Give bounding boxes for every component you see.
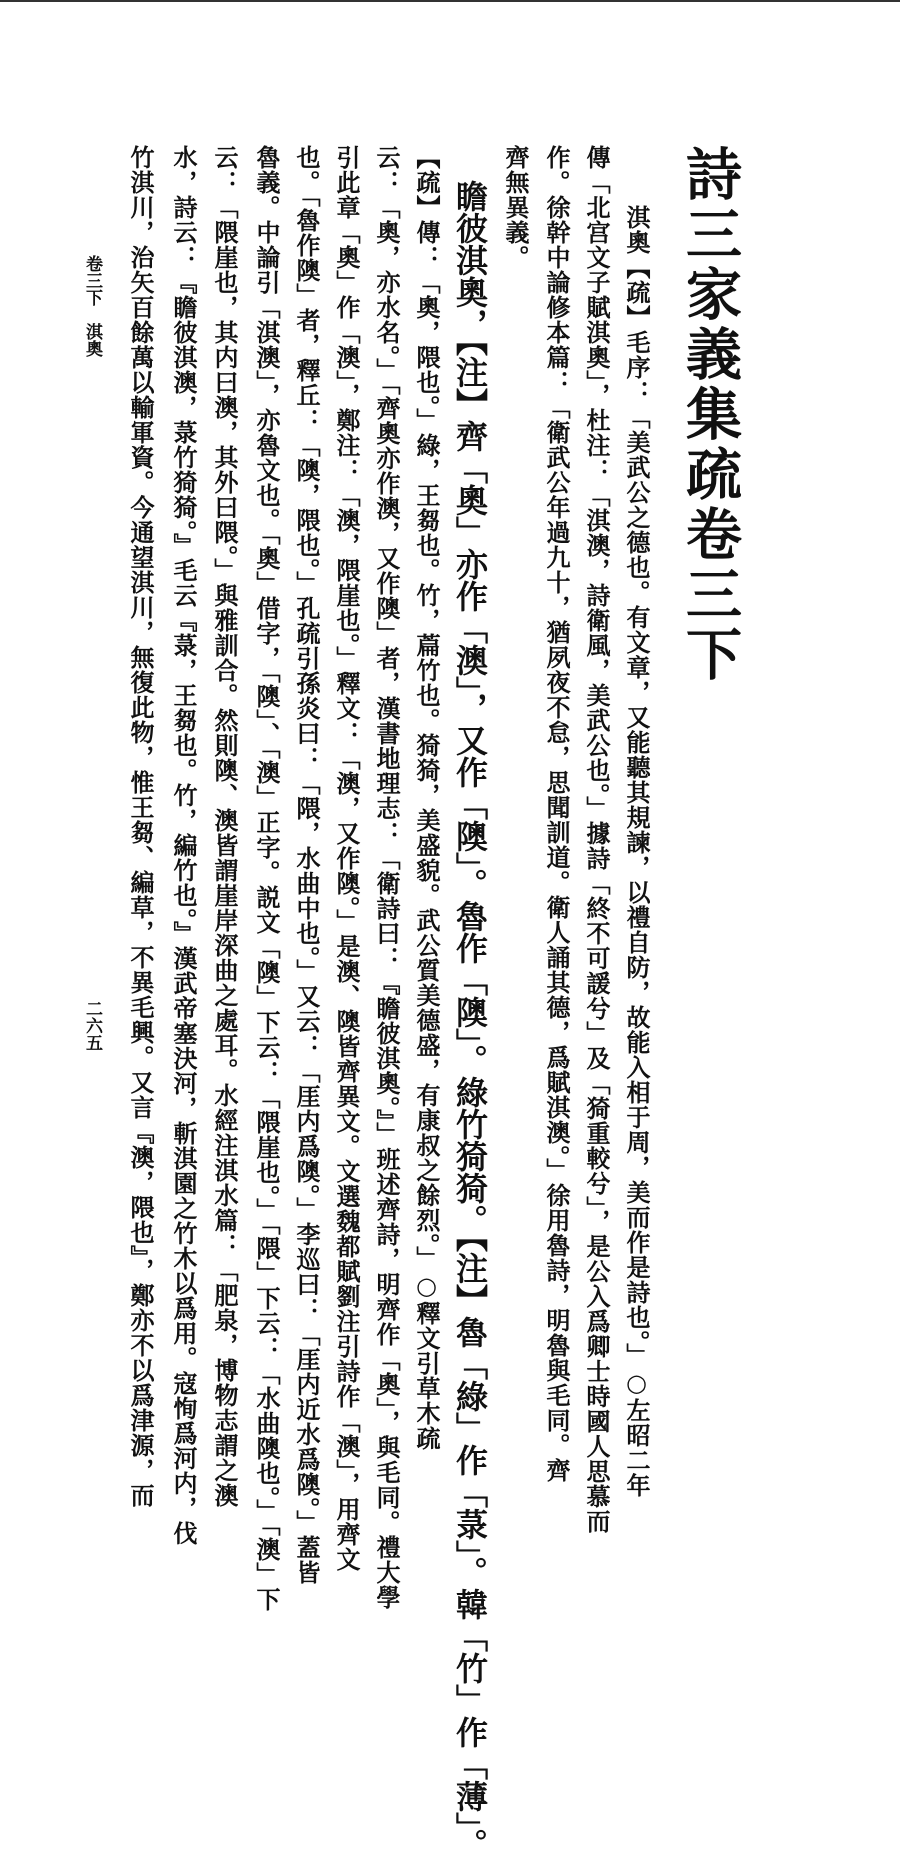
- text-column-1: 淇奧【疏】毛序：「美武公之德也。有文章，又能聽其規諫，以禮自防，故能入相于周，美而作是詩也。」○左昭二年: [622, 205, 651, 1498]
- text-column-6: 【疏】傳：「奧，隈也。」綠，王芻也。竹，萹竹也。猗猗，美盛貌。武公質美德盛，有康叔之餘烈。」○釋文引草木疏: [412, 145, 441, 1451]
- page-number: 二六五: [82, 1000, 102, 1051]
- text-column-9: 也。「魯作隩」者，釋丘：「隩，隈也。」孔疏引孫炎曰：「隈，水曲中也。」又云：「厓内爲隩。」李巡曰：「厓内近水爲隩。」蓋皆: [292, 145, 321, 1585]
- text-column-2: 傳「北宫文子賦淇奧」，杜注：「淇澳，詩衛風，美武公也。」據詩「終不可諼兮」及「猗重較兮」，是公入爲卿士時國人思慕而: [582, 145, 611, 1534]
- verse-heading: 瞻彼淇奧，【注】齊「奧」亦作「澳」，又作「隩」。魯作「隩」。綠竹猗猗。【注】魯「綠」作「菉」。韓「竹」作「薄」。: [451, 180, 489, 1860]
- text-column-8: 引此章「奧」作「澳」，鄭注：「澳，隈崖也。」釋文：「澳，又作隩。」是澳、隩皆齊異文。文選魏都賦劉注引詩作「澳」，用齊文: [332, 145, 361, 1572]
- margin-section-label: 卷三下 淇奧: [82, 255, 102, 357]
- text-column-12: 水，詩云：『瞻彼淇澳，菉竹猗猗。』毛云『菉，王芻也。竹，編竹也。』漢武帝塞決河，斬淇園之竹木以爲用。寇恂爲河内，伐: [169, 145, 198, 1546]
- top-border-line: [0, 0, 900, 2]
- text-column-13: 竹淇川，治矢百餘萬以輸軍資。今通望淇川，無復此物，惟王芻、編草，不異毛興。又言『澳，隈也』，鄭亦不以爲津源，而: [126, 145, 155, 1508]
- text-column-10: 魯義。中論引「淇澳」，亦魯文也。「奧」借字，「隩」、「澳」正字。説文「隩」下云：「隈崖也。」「隈」下云：「水曲隩也。」「澳」下: [252, 145, 281, 1612]
- text-column-3: 作。徐幹中論修本篇：「衛武公年過九十，猶夙夜不怠，思聞訓道。衛人誦其德，爲賦淇澳。」徐用魯詩，明魯與毛同。齊: [542, 145, 571, 1483]
- page-title: 詩三家義集疏卷三下: [677, 145, 743, 685]
- text-column-7: 云：「奧，亦水名。」「齊奧亦作澳，又作隩」者，漢書地理志：「衛詩曰：『瞻彼淇奧。』」班述齊詩，明齊作「奧」，與毛同。禮大學: [372, 145, 401, 1610]
- text-column-4: 齊無異義。: [501, 145, 530, 270]
- text-column-11: 云：「隈崖也，其内曰澳，其外曰隈。」與雅訓合。然則隩、澳皆謂崖岸深曲之處耳。水經注淇水篇：「肥泉，博物志謂之澳: [210, 145, 239, 1508]
